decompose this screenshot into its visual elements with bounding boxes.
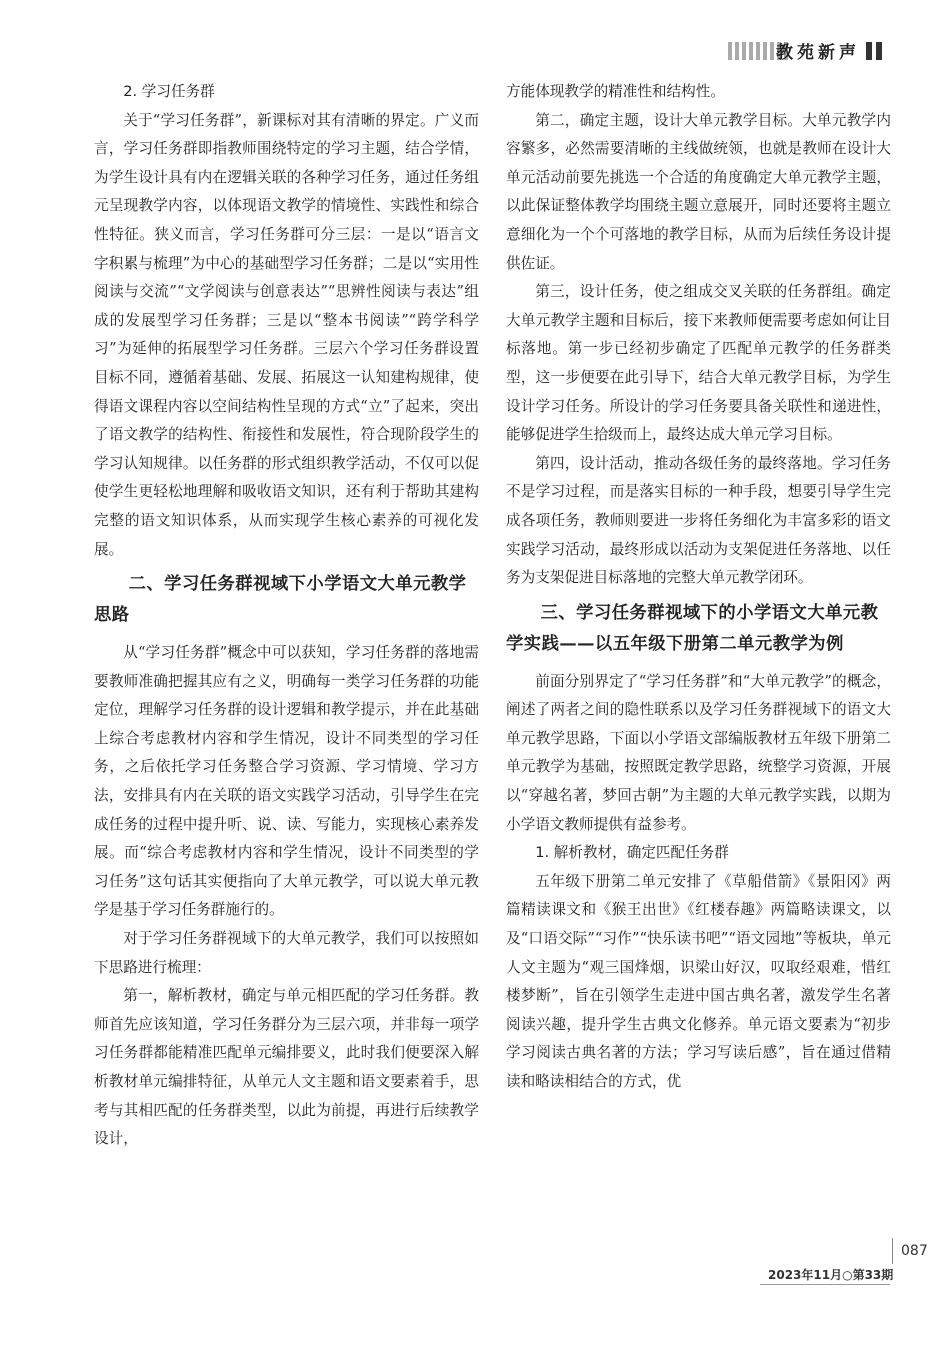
paragraph-step-3: 第三，设计任务，使之组成交叉关联的任务群组。确定大单元教学主题和目标后，接下来教师便需要考虑如何让目标落地。第一步已经初步确定了匹配单元教学的任务群类型，这一步便要在此引导下，结合大单元教学目标，为学生设计学习任务。所设计的学习任务要具备关联性和递进性，能够促进学生拾级而上，最终达成大单元学习目标。	[506, 283, 891, 444]
paragraph-concept: 从“学习任务群”概念中可以获知，学习任务群的落地需要教师准确把握其应有之义，明确每一类学习任务群的功能定位，理解学习任务群的设计逻辑和教学提示，并在此基础上综合考虑教材内容和学生情况，设计不同类型的学习任务，之后依托学习任务整合学习资源、学习情境、学习方法，安排具有内在关联的语文实践学习活动，引导学生在完成任务的过程中提升听、说、读、写能力，实现核心素养发展。而“综合考虑教材内容和学生情况，设计不同类型的学习任务”这句话其实便指向了大单元教学，可以说大单元教学是基于学习任务群施行的。	[94, 644, 479, 919]
paragraph-outline-intro: 对于学习任务群视域下的大单元教学，我们可以按照如下思路进行梳理：	[94, 930, 479, 976]
subheading-analyze-textbook: 1. 解析教材，确定匹配任务群	[535, 844, 729, 862]
paragraph-unit-analysis: 五年级下册第二单元安排了《草船借箭》《景阳冈》两篇精读课文和《猴王出世》《红楼春趣》两篇略读课文，以及“口语交际”“习作”“快乐读书吧”“语文园地”等板块，单元人文主题为“观三国烽烟，识梁山好汉，叹取经艰难，惜红楼梦断”，旨在引领学生走进中国古典名著，激发学生名著阅读兴趣，提升学生古典文化修养。单元语文要素为“初步学习阅读古典名著的方法；学习写读后感”，旨在通过借精读和略读相结合的方式，优	[506, 872, 891, 1090]
page-number: 087	[892, 1238, 943, 1264]
journal-column-title: 教苑新声	[776, 43, 860, 63]
right-column	[506, 78, 891, 1097]
paragraph-definition: 关于“学习任务群”，新课标对其有清晰的界定。广义而言，学习任务群即指教师围绕特定的学习主题，结合学情，为学生设计具有内在逻辑关联的各种学习任务，通过任务组元呈现教学内容，以体现语文教学的情境性、实践性和综合性特征。狭义而言，学习任务群可分三层：一是以“语言文字积累与梳理”为中心的基础型学习任务群；二是以“实用性阅读与交流”“文学阅读与创意表达”“思辨性阅读与表达”组成的发展型学习任务群；三是以“整本书阅读”“跨学科学习”为延伸的拓展型学习任务群。三层六个学习任务群设置目标不同，遵循着基础、发展、拓展这一认知建构规律，使得语文课程内容以空间结构性呈现的方式“立”了起来，突出了语文教学的结构性、衔接性和发展性，符合现阶段学生的学习认知规律。以任务群的形式组织教学活动，不仅可以促使学生更轻松地理解和吸收语文知识，还有利于帮助其建构完整的语文知识体系，从而实现学生核心素养的可视化发展。	[94, 111, 479, 558]
issue-info: 2023年11月○第33期	[768, 1268, 894, 1282]
footer-divider	[760, 1284, 890, 1285]
paragraph-step-1-continued: 方能体现教学的精准性和结构性。	[506, 83, 725, 100]
paragraph-step-2: 第二，确定主题，设计大单元教学目标。大单元教学内容繁多，必然需要清晰的主线做统领，也就是教师在设计大单元活动前要先挑选一个合适的角度确定大单元教学主题，以此保证整体教学均围绕主题立意展开，同时还要将主题立意细化为一个个可落地的教学目标，从而为后续任务设计提供佐证。	[506, 111, 891, 272]
left-column	[94, 78, 479, 1154]
paragraph-step-1: 第一，解析教材，确定与单元相匹配的学习任务群。教师首先应该知道，学习任务群分为三层六项，并非每一项学习任务群都能精准匹配单元编排要义，此时我们便要深入解析教材单元编排特征，从单元人文主题和语文要素着手，思考与其相匹配的任务群类型，以此为前提，再进行后续教学设计，	[94, 987, 479, 1148]
subheading-learning-task-groups: 2. 学习任务群	[123, 83, 215, 100]
section-heading-3: 三、学习任务群视域下的小学语文大单元教学实践——以五年级下册第二单元教学为例	[506, 602, 879, 654]
paragraph-practice-intro: 前面分别界定了“学习任务群”和“大单元教学”的概念，阐述了两者之间的隐性联系以及学习任务群视域下的语文大单元教学思路，下面以小学语文部编版教材五年级下册第二单元教学为基础，按照既定教学思路，统整学习资源，开展以“穿越名著，梦回古朝”为主题的大单元教学实践，以期为小学语文教师提供有益参考。	[506, 672, 891, 833]
section-heading-2: 二、学习任务群视域下小学语文大单元教学思路	[94, 574, 467, 626]
paragraph-step-4: 第四，设计活动，推动各级任务的最终落地。学习任务不是学习过程，而是落实目标的一种手段，想要引导学生完成各项任务，教师则要进一步将任务细化为丰富多彩的语文实践学习活动，最终形成以活动为支架促进任务落地、以任务为支架促进目标落地的完整大单元教学闭环。	[506, 454, 891, 587]
header-decoration-bars-right	[866, 42, 882, 60]
